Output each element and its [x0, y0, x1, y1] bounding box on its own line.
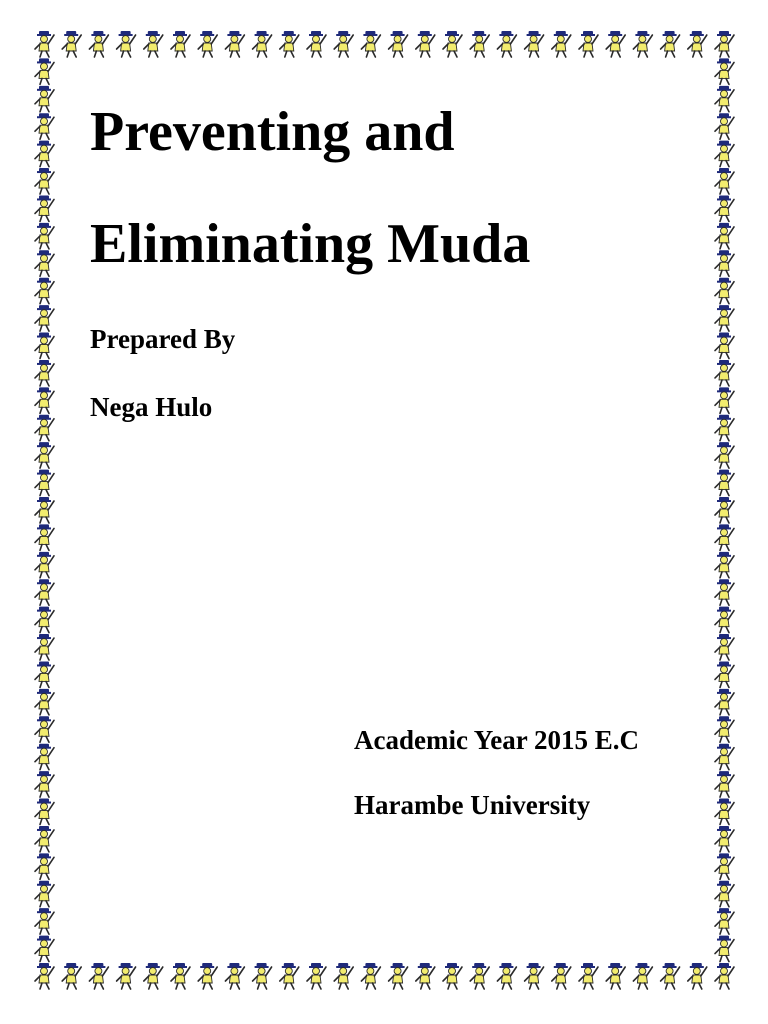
waving-person-icon	[688, 963, 707, 989]
waving-person-icon	[661, 963, 680, 989]
waving-person-icon	[35, 689, 54, 715]
waving-person-icon	[35, 826, 54, 852]
waving-person-icon	[35, 881, 54, 907]
waving-person-icon	[715, 634, 734, 660]
waving-person-icon	[715, 661, 734, 687]
waving-person-icon	[715, 552, 734, 578]
waving-person-icon	[715, 141, 734, 167]
waving-person-icon	[715, 936, 734, 962]
waving-person-icon	[35, 607, 54, 633]
waving-person-icon	[606, 963, 625, 989]
waving-person-icon	[416, 31, 435, 57]
waving-person-icon	[525, 963, 544, 989]
waving-person-icon	[715, 86, 734, 112]
waving-person-icon	[361, 963, 380, 989]
waving-person-icon	[144, 31, 163, 57]
waving-person-icon	[497, 31, 516, 57]
waving-person-icon	[307, 963, 326, 989]
waving-person-icon	[225, 963, 244, 989]
waving-person-icon	[171, 31, 190, 57]
waving-person-icon	[715, 58, 734, 84]
waving-person-icon	[35, 305, 54, 331]
waving-person-icon	[35, 113, 54, 139]
waving-person-icon	[715, 278, 734, 304]
waving-person-icon	[35, 552, 54, 578]
waving-person-icon	[443, 31, 462, 57]
waving-person-icon	[35, 936, 54, 962]
waving-person-icon	[715, 168, 734, 194]
waving-person-icon	[35, 58, 54, 84]
waving-person-icon	[525, 31, 544, 57]
waving-person-icon	[715, 31, 734, 57]
waving-person-icon	[307, 31, 326, 57]
waving-person-icon	[715, 689, 734, 715]
waving-person-icon	[579, 963, 598, 989]
waving-person-icon	[389, 31, 408, 57]
waving-person-icon	[552, 963, 571, 989]
waving-person-icon	[715, 305, 734, 331]
waving-person-icon	[280, 963, 299, 989]
waving-person-icon	[633, 963, 652, 989]
waving-person-icon	[35, 223, 54, 249]
waving-person-icon	[35, 442, 54, 468]
waving-person-icon	[443, 963, 462, 989]
waving-person-icon	[715, 442, 734, 468]
waving-person-icon	[579, 31, 598, 57]
waving-person-icon	[35, 799, 54, 825]
waving-person-icon	[715, 853, 734, 879]
waving-person-icon	[715, 579, 734, 605]
waving-person-icon	[661, 31, 680, 57]
academic-year: Academic Year 2015 E.C	[354, 725, 639, 755]
waving-person-icon	[715, 963, 734, 989]
waving-person-icon	[470, 963, 489, 989]
waving-person-icon	[35, 141, 54, 167]
waving-person-icon	[253, 31, 272, 57]
waving-person-icon	[35, 250, 54, 276]
waving-person-icon	[280, 31, 299, 57]
waving-person-icon	[497, 963, 516, 989]
author-name: Nega Hulo	[90, 392, 213, 422]
title-line-2: Eliminating Muda	[90, 213, 531, 275]
waving-person-icon	[35, 31, 54, 57]
waving-person-icon	[35, 497, 54, 523]
waving-person-icon	[35, 360, 54, 386]
waving-person-icon	[35, 661, 54, 687]
waving-person-icon	[715, 744, 734, 770]
title-line-1: Preventing and	[90, 101, 455, 163]
waving-person-icon	[35, 634, 54, 660]
waving-person-icon	[470, 31, 489, 57]
waving-person-icon	[715, 415, 734, 441]
waving-person-icon	[633, 31, 652, 57]
waving-person-icon	[35, 853, 54, 879]
waving-person-icon	[117, 963, 136, 989]
waving-person-icon	[715, 113, 734, 139]
waving-person-icon	[688, 31, 707, 57]
waving-person-icon	[35, 716, 54, 742]
waving-person-icon	[715, 195, 734, 221]
waving-person-icon	[334, 31, 353, 57]
waving-person-icon	[334, 963, 353, 989]
waving-person-icon	[35, 579, 54, 605]
waving-person-icon	[715, 799, 734, 825]
waving-person-icon	[715, 250, 734, 276]
waving-person-icon	[253, 963, 272, 989]
waving-person-icon	[35, 963, 54, 989]
waving-person-icon	[715, 908, 734, 934]
prepared-by-label: Prepared By	[90, 324, 236, 354]
waving-person-icon	[89, 963, 108, 989]
waving-person-icon	[117, 31, 136, 57]
waving-person-icon	[715, 771, 734, 797]
waving-person-icon	[715, 881, 734, 907]
waving-person-icon	[606, 31, 625, 57]
waving-person-icon	[35, 195, 54, 221]
waving-person-icon	[35, 744, 54, 770]
waving-person-icon	[35, 387, 54, 413]
waving-person-icon	[89, 31, 108, 57]
waving-person-icon	[62, 963, 81, 989]
waving-person-icon	[715, 497, 734, 523]
waving-person-icon	[715, 607, 734, 633]
institution-name: Harambe University	[354, 790, 591, 820]
waving-person-icon	[144, 963, 163, 989]
waving-person-icon	[62, 31, 81, 57]
waving-person-icon	[35, 771, 54, 797]
waving-person-icon	[361, 31, 380, 57]
waving-person-icon	[35, 333, 54, 359]
waving-person-icon	[715, 524, 734, 550]
waving-person-icon	[715, 470, 734, 496]
waving-person-icon	[35, 415, 54, 441]
waving-person-icon	[35, 278, 54, 304]
waving-person-icon	[715, 223, 734, 249]
waving-person-icon	[715, 716, 734, 742]
waving-person-icon	[35, 168, 54, 194]
waving-person-icon	[35, 470, 54, 496]
waving-person-icon	[225, 31, 244, 57]
waving-person-icon	[715, 360, 734, 386]
waving-person-icon	[35, 524, 54, 550]
waving-person-icon	[389, 963, 408, 989]
waving-person-icon	[198, 31, 217, 57]
waving-person-icon	[198, 963, 217, 989]
waving-person-icon	[715, 826, 734, 852]
waving-person-icon	[416, 963, 435, 989]
waving-person-icon	[715, 333, 734, 359]
waving-person-icon	[552, 31, 571, 57]
waving-person-icon	[35, 908, 54, 934]
waving-person-icon	[35, 86, 54, 112]
waving-person-icon	[715, 387, 734, 413]
waving-person-icon	[171, 963, 190, 989]
